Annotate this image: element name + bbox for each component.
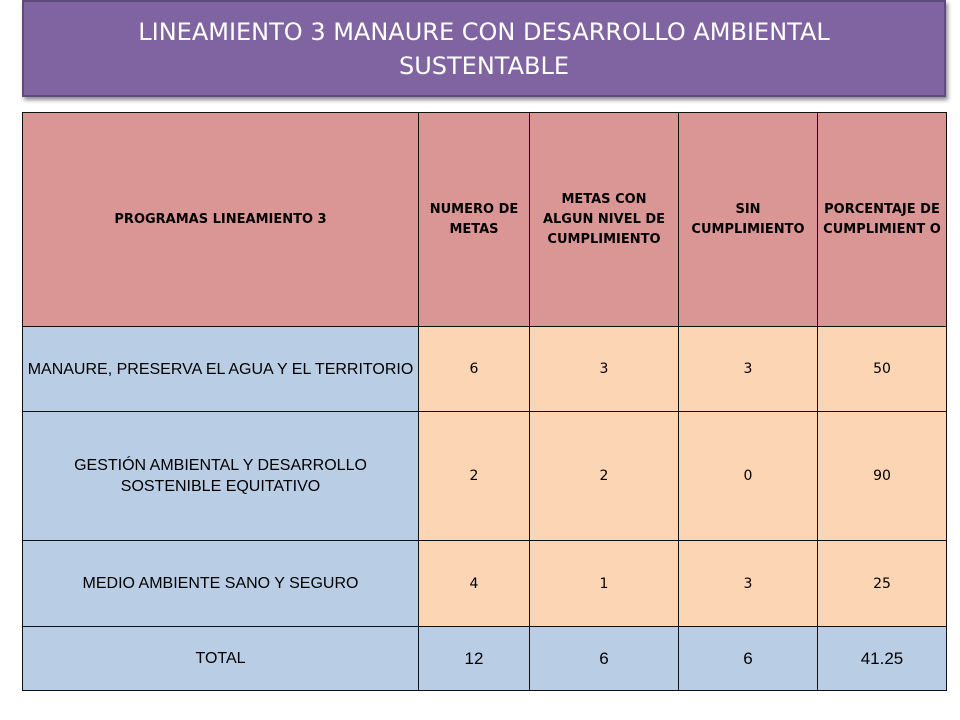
row-porcentaje: 50 [818, 327, 947, 412]
slide-title [22, 0, 946, 97]
table-row [23, 412, 947, 541]
table-header-row [23, 113, 947, 327]
row-sin-cumplimiento: 0 [679, 412, 818, 541]
total-sin-cumplimiento: 6 [679, 627, 818, 691]
total-label: TOTAL [23, 627, 419, 691]
row-sin-cumplimiento: 3 [679, 541, 818, 627]
row-con-cumplimiento: 2 [530, 412, 679, 541]
row-programa: GESTIÓN AMBIENTAL Y DESARROLLO SOSTENIBLE EQUITATIVO [23, 412, 419, 541]
row-programa: MANAURE, PRESERVA EL AGUA Y EL TERRITORIO [23, 327, 419, 412]
table-row [23, 541, 947, 627]
total-con-cumplimiento: 6 [530, 627, 679, 691]
table-row [23, 327, 947, 412]
row-metas: 2 [419, 412, 530, 541]
row-porcentaje: 25 [818, 541, 947, 627]
total-porcentaje: 41.25 [818, 627, 947, 691]
header-metas-cumplimiento: METAS CON ALGUN NIVEL DE CUMPLIMIENTO [530, 113, 679, 327]
row-sin-cumplimiento: 3 [679, 327, 818, 412]
row-programa: MEDIO AMBIENTE SANO Y SEGURO [23, 541, 419, 627]
slide-title-text: LINEAMIENTO 3 MANAURE CON DESARROLLO AMBIENTAL SUSTENTABLE [138, 17, 830, 80]
total-row [23, 627, 947, 691]
row-porcentaje: 90 [818, 412, 947, 541]
header-porcentaje: PORCENTAJE DE CUMPLIMIENT O [818, 113, 947, 327]
header-programas: PROGRAMAS LINEAMIENTO 3 [23, 113, 419, 327]
row-con-cumplimiento: 3 [530, 327, 679, 412]
header-sin-cumplimiento: SIN CUMPLIMIENTO [679, 113, 818, 327]
row-con-cumplimiento: 1 [530, 541, 679, 627]
row-metas: 6 [419, 327, 530, 412]
programs-table [22, 112, 947, 691]
total-metas: 12 [419, 627, 530, 691]
header-numero-metas: NUMERO DE METAS [419, 113, 530, 327]
row-metas: 4 [419, 541, 530, 627]
